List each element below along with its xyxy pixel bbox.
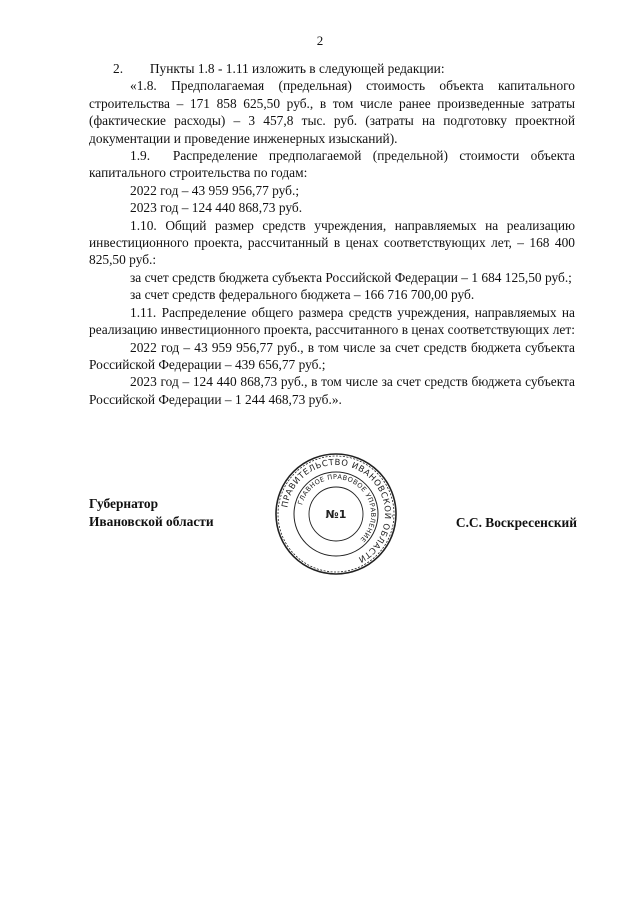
paragraph-1-8: «1.8. Предполагаемая (предельная) стоимость объекта капитального строительства – 171 858 625,50 руб., в том числе ранее произведенные затраты (фактические расходы) – 3 457,8 тыс. руб. (затраты на подготовку проектной документации и проведение инженерных изысканий). — [89, 78, 575, 146]
signature-position-line2: Ивановской области — [89, 514, 214, 529]
paragraph-1-11-2022: 2022 год – 43 959 956,77 руб., в том числе за счет средств бюджета субъекта Российской Федерации – 439 656,77 руб.; — [89, 339, 575, 372]
paragraph-1-9: 1.9. Распределение предполагаемой (предельной) стоимости объекта капитального строительства по годам: — [89, 148, 575, 181]
page-number: 2 — [316, 33, 324, 48]
paragraph-intro: 2. Пункты 1.8 - 1.11 изложить в следующей редакции: — [113, 61, 445, 76]
paragraph-1-11: 1.11. Распределение общего размера средств учреждения, направляемых на реализацию инвестиционного проекта, рассчитанного в ценах соответствующих лет: — [89, 304, 575, 338]
seal-inner-text: ГЛАВНОЕ ПРАВОВОЕ УПРАВЛЕНИЕ — [296, 472, 378, 544]
official-seal-stamp — [274, 452, 398, 576]
document-body — [89, 60, 575, 408]
signature-position — [89, 495, 214, 531]
paragraph-1-9-2023: 2023 год – 124 440 868,73 руб. — [130, 200, 303, 216]
seal-number: №1 — [325, 508, 347, 521]
signature-position-line1: Губернатор — [89, 496, 159, 511]
paragraph-1-11-2023: 2023 год – 124 440 868,73 руб., в том числе за счет средств бюджета субъекта Российской Федерации – 1 244 468,73 руб.». — [89, 374, 575, 407]
paragraph-1-10-subject: за счет средств бюджета субъекта Российской Федерации – 1 684 125,50 руб.; — [130, 269, 572, 285]
paragraph-1-10: 1.10. Общий размер средств учреждения, направляемых на реализацию инвестиционного проекта, рассчитанный в ценах соответствующих лет, – 168 400 825,50 руб.: — [89, 217, 575, 268]
paragraph-1-9-2022: 2022 год – 43 959 956,77 руб.; — [130, 182, 300, 198]
paragraph-1-10-federal: за счет средств федерального бюджета – 166 716 700,00 руб. — [130, 287, 475, 303]
signature-name: С.С. Воскресенский — [455, 515, 577, 530]
seal-outer-text: ПРАВИТЕЛЬСТВО ИВАНОВСКОЙ ОБЛАСТИ — [279, 456, 394, 566]
